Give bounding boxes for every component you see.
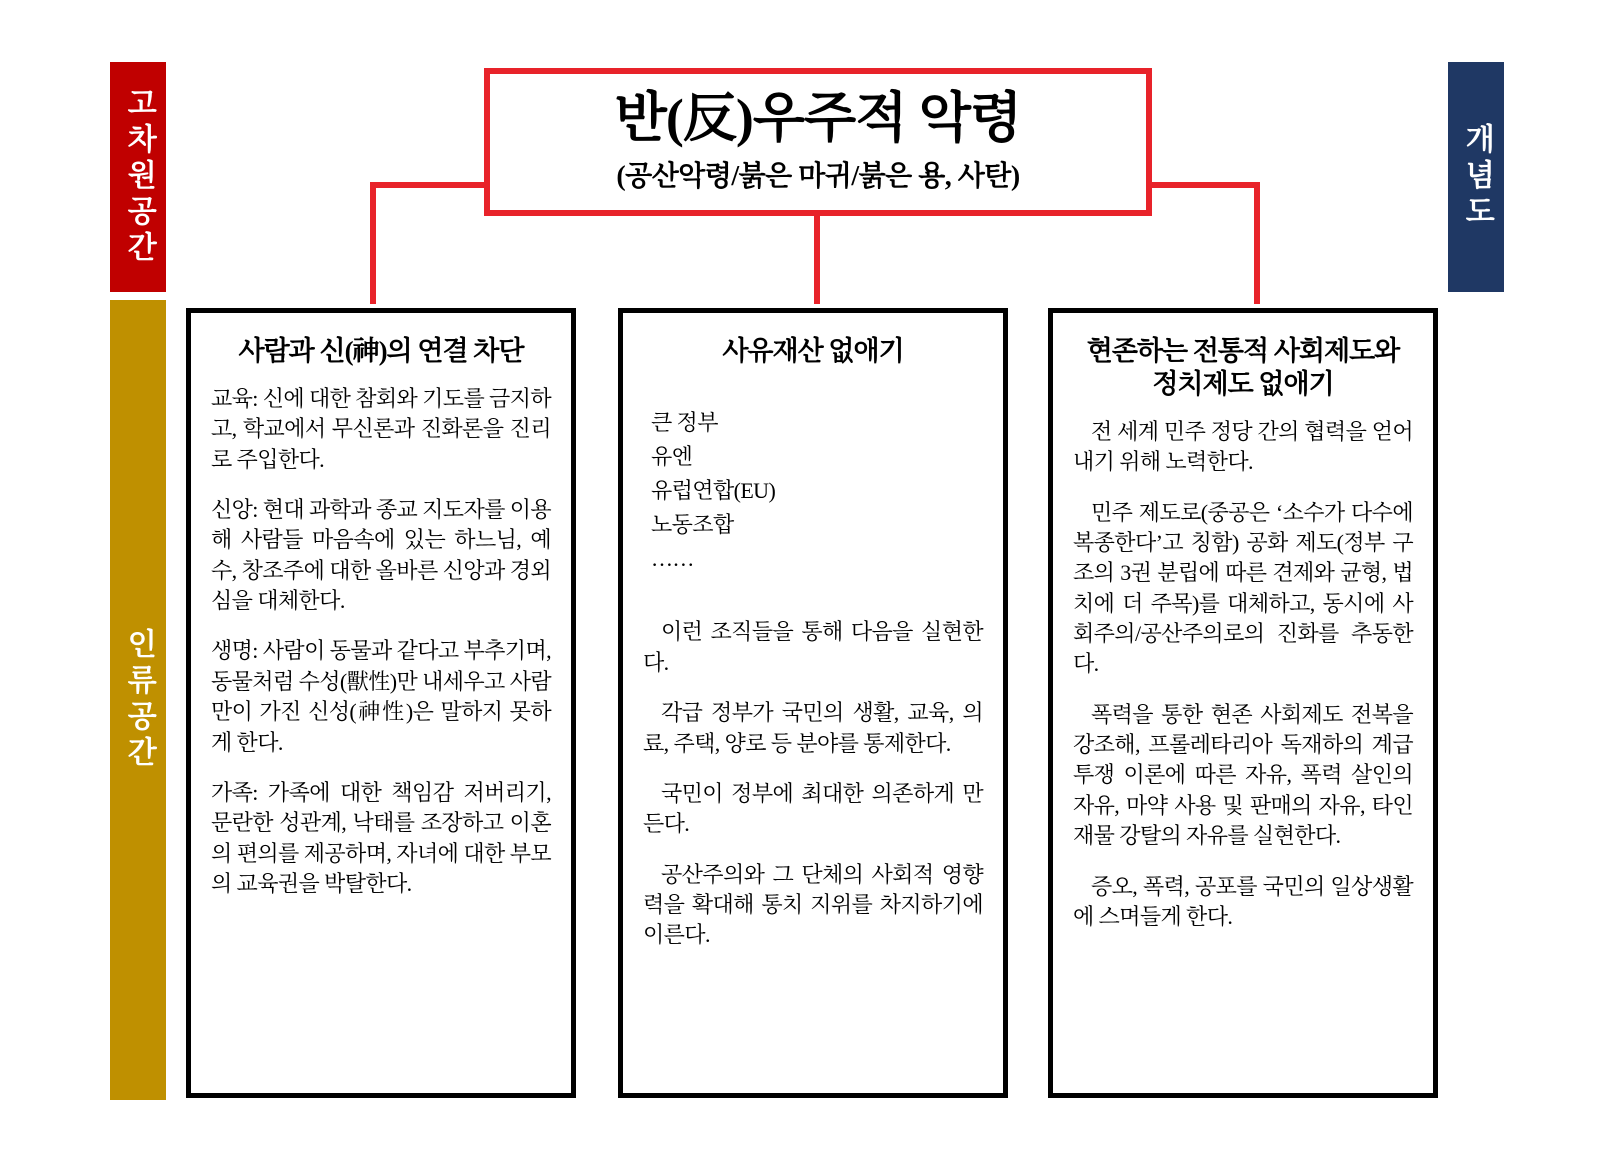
left-upper-band-label: 고차원공간 <box>110 62 166 292</box>
branch-box-1 <box>186 308 576 1098</box>
branch-3-paragraph: 증오, 폭력, 공포를 국민의 일상생활에 스며들게 한다. <box>1073 873 1413 929</box>
branch-2-paragraph: 공산주의와 그 단체의 사회적 영향력을 확대해 통치 지위를 차지하기에 이른다. <box>643 861 983 948</box>
branch-2-paragraph: 국민이 정부에 최대한 의존하게 만든다. <box>643 780 983 837</box>
root-node-title: 반(反)우주적 악령 <box>614 87 1022 148</box>
branch-2-list-item: 노동조합 <box>651 511 734 537</box>
connector-center-stem <box>814 216 820 304</box>
branch-box-2-title: 사유재산 없애기 <box>722 336 904 366</box>
branch-2-list-item: 큰 정부 <box>651 409 718 435</box>
branch-1-paragraph: 신앙: 현대 과학과 종교 지도자를 이용해 사람들 마음속에 있는 하느님, 예수, 창조주에 대한 올바른 신앙과 경외심을 대체한다. <box>211 497 551 614</box>
branch-1-paragraph: 교육: 신에 대한 참회와 기도를 금지하고, 학교에서 무신론과 진화론을 진리로 주입한다. <box>211 385 551 472</box>
branch-box-2 <box>618 308 1008 1098</box>
branch-1-paragraph: 생명: 사람이 동물과 같다고 부추기며, 동물처럼 수성(獸性)만 내세우고 사람만이 가진 신성(神性)은 말하지 못하게 한다. <box>211 638 551 755</box>
branch-1-paragraph: 가족: 가족에 대한 책임감 저버리기, 문란한 성관계, 낙태를 조장하고 이혼의 편의를 제공하며, 자녀에 대한 부모의 교육권을 박탈한다. <box>211 779 551 896</box>
connector-left-drop <box>370 182 376 304</box>
branch-2-list-item: 유럽연합(EU) <box>651 477 776 503</box>
branch-box-3 <box>1048 308 1438 1098</box>
branch-3-paragraph: 전 세계 민주 정당 간의 협력을 얻어내기 위해 노력한다. <box>1073 418 1413 475</box>
root-node <box>484 68 1152 216</box>
branch-2-paragraph: 이런 조직들을 통해 다음을 실현한다. <box>643 619 983 675</box>
branch-2-list-item: …… <box>651 545 694 571</box>
branch-box-3-body <box>1073 417 1413 932</box>
root-node-subtitle: (공산악령/붉은 마귀/붉은 용, 사탄) <box>616 161 1020 193</box>
branch-3-paragraph: 폭력을 통한 현존 사회제도 전복을 강조해, 프롤레타리아 독재하의 계급투쟁 이론에 따른 자유, 폭력 살인의 자유, 마약 사용 및 판매의 자유, 타인 재물 강탈의 자유를 실현한다. <box>1073 701 1413 849</box>
branch-box-1-body <box>211 384 551 899</box>
branch-box-1-title: 사람과 신(神)의 연결 차단 <box>238 336 524 366</box>
branch-box-3-title: 현존하는 전통적 사회제도와 정치제도 없애기 <box>1086 336 1400 399</box>
branch-box-2-body <box>643 384 983 951</box>
branch-2-paragraph: 각급 정부가 국민의 생활, 교육, 의료, 주택, 양로 등 분야를 통제한다. <box>643 700 983 756</box>
left-lower-band-label: 인류공간 <box>110 300 166 1100</box>
right-band-label: 개념도 <box>1448 62 1504 292</box>
branch-3-paragraph: 민주 제도로(중공은 ‘소수가 다수에 복종한다’고 칭함) 공화 제도(정부 구조의 3권 분립에 따른 견제와 균형, 법치에 더 주목)를 대체하고, 동시에 사회주의/공산주의로의 진화를 추동한다. <box>1073 499 1413 677</box>
branch-2-list-item: 유엔 <box>651 443 693 469</box>
connector-right-drop <box>1254 182 1260 304</box>
